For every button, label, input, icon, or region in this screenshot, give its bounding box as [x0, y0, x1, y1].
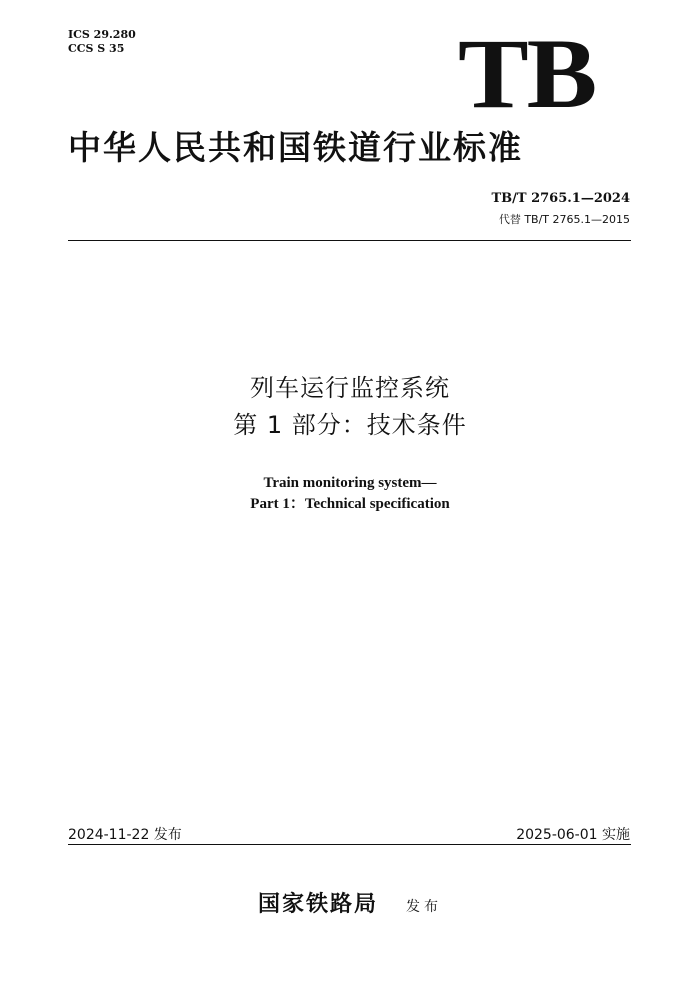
bottom-divider — [68, 844, 631, 845]
standard-number: TB/T 2765.1—2024 — [491, 191, 630, 206]
document-title-cn-line2: 第 1 部分：技术条件 — [233, 411, 467, 439]
issue-date: 2024-11-22 发布 — [68, 827, 182, 843]
issue-action: 发布 — [406, 899, 442, 915]
document-title-cn-line1: 列车运行监控系统 — [250, 374, 450, 402]
replaces-standard: 代替 TB/T 2765.1—2015 — [498, 213, 630, 226]
document-title-en-line1: Train monitoring system— — [263, 475, 437, 491]
standard-category-title: 中华人民共和国铁道行业标准 — [68, 128, 523, 167]
issuing-organization: 国家铁路局 — [257, 891, 378, 917]
ccs-code: CCS S 35 — [68, 42, 125, 55]
top-divider — [68, 240, 631, 241]
issuer-block — [0, 887, 700, 918]
classification-codes — [68, 28, 136, 56]
tb-logo: TB — [458, 18, 596, 129]
document-title-en-line2: Part 1：Technical specification — [250, 496, 450, 512]
effective-date: 2025-06-01 实施 — [516, 827, 630, 843]
ics-code: ICS 29.280 — [68, 28, 136, 41]
